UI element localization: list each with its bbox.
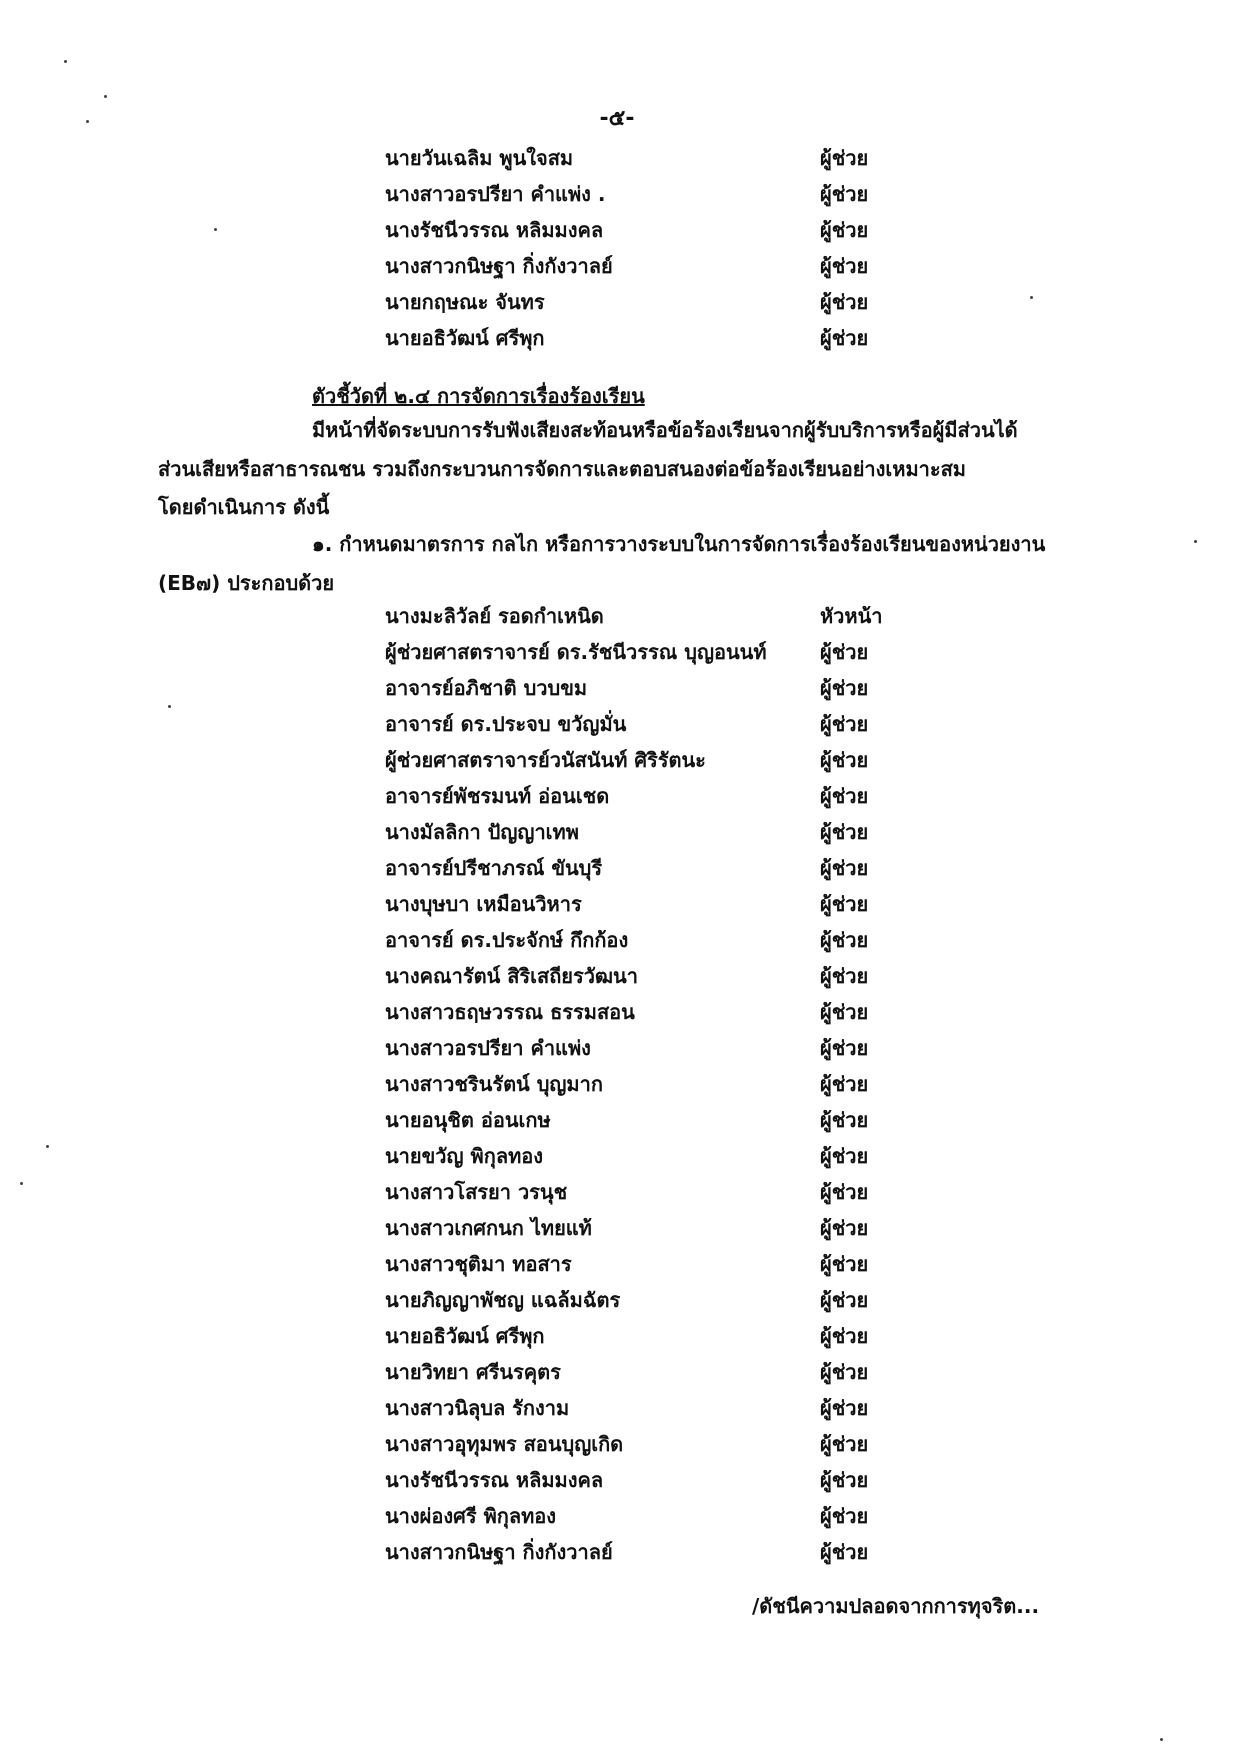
member-name: ผู้ช่วยศาสตราจารย์ ดร.รัชนีวรรณ บุญอนนท์ (385, 640, 767, 664)
scan-speck (46, 1145, 49, 1148)
member-role: ผู้ช่วย (820, 712, 869, 736)
member-name: นางสาวธฤษวรรณ ธรรมสอน (385, 1000, 635, 1024)
member-name: นางสาวชรินรัตน์ บุญมาก (385, 1072, 603, 1096)
member-row (385, 886, 905, 922)
member-row (385, 1282, 905, 1318)
member-role: ผู้ช่วย (820, 1468, 869, 1492)
member-row (385, 958, 905, 994)
member-role: ผู้ช่วย (820, 182, 869, 206)
member-row (385, 1534, 905, 1570)
member-row (385, 284, 905, 320)
paragraph-line-1: มีหน้าที่จัดระบบการรับฟังเสียงสะท้อนหรือข้อร้องเรียนจากผู้รับบริการหรือผู้มีส่วนได้ (312, 418, 1018, 442)
member-role: ผู้ช่วย (820, 1072, 869, 1096)
member-role: ผู้ช่วย (820, 218, 869, 242)
member-row (385, 742, 905, 778)
member-role: ผู้ช่วย (820, 254, 869, 278)
member-name: นางบุษบา เหมือนวิหาร (385, 892, 582, 916)
member-role: ผู้ช่วย (820, 1324, 869, 1348)
member-name: อาจารย์อภิชาติ บวบขม (385, 676, 588, 700)
member-role: ผู้ช่วย (820, 1432, 869, 1456)
paragraph-line-3: โดยดำเนินการ ดังนี้ (158, 495, 330, 519)
member-row (385, 1354, 905, 1390)
member-row (385, 1138, 905, 1174)
member-role: ผู้ช่วย (820, 1360, 869, 1384)
scan-speck (1030, 296, 1033, 299)
scan-speck (20, 1182, 23, 1185)
member-row (385, 994, 905, 1030)
member-row (385, 670, 905, 706)
member-name: อาจารย์ปรีชาภรณ์ ขันบุรี (385, 856, 603, 880)
member-name: นางสาวนิลุบล รักงาม (385, 1396, 570, 1420)
member-row (385, 814, 905, 850)
member-role: ผู้ช่วย (820, 820, 869, 844)
member-name: นางมะลิวัลย์ รอดกำเหนิด (385, 604, 604, 628)
member-row (385, 1066, 905, 1102)
member-row (385, 1462, 905, 1498)
scan-speck (1160, 1738, 1163, 1741)
member-row (385, 1174, 905, 1210)
member-row (385, 1102, 905, 1138)
scan-speck (1194, 540, 1197, 543)
scan-speck (64, 60, 67, 63)
member-name: อาจารย์ ดร.ประจักษ์ กึกก้อง (385, 928, 629, 952)
member-name: นางรัชนีวรรณ หลิมมงคล (385, 218, 604, 242)
member-row (385, 922, 905, 958)
member-row (385, 778, 905, 814)
member-role: หัวหน้า (820, 604, 883, 628)
continuation-note: /ดัชนีความปลอดจากการทุจริต... (752, 1594, 1040, 1618)
member-row (385, 212, 905, 248)
member-role: ผู้ช่วย (820, 676, 869, 700)
member-role: ผู้ช่วย (820, 964, 869, 988)
member-name: นางสาวอรปรียา คำแพ่ง . (385, 182, 606, 206)
member-role: ผู้ช่วย (820, 1036, 869, 1060)
member-role: ผู้ช่วย (820, 856, 869, 880)
member-role: ผู้ช่วย (820, 748, 869, 772)
member-role: ผู้ช่วย (820, 1252, 869, 1276)
member-name: อาจารย์ ดร.ประจบ ขวัญมั่น (385, 712, 627, 736)
member-row (385, 1390, 905, 1426)
member-role: ผู้ช่วย (820, 1216, 869, 1240)
member-row (385, 634, 905, 670)
member-name: นายขวัญ พิกุลทอง (385, 1144, 544, 1168)
scan-speck (168, 705, 171, 708)
member-name: นางสาวอุทุมพร สอนบุญเกิด (385, 1432, 624, 1456)
member-name: นางสาวเกศกนก ไทยแท้ (385, 1216, 592, 1240)
member-row (385, 1246, 905, 1282)
member-role: ผู้ช่วย (820, 1000, 869, 1024)
member-row (385, 248, 905, 284)
scan-speck (104, 95, 107, 98)
member-role: ผู้ช่วย (820, 784, 869, 808)
member-name: นางสาวอรปรียา คำแพ่ง (385, 1036, 591, 1060)
member-role: ผู้ช่วย (820, 290, 869, 314)
member-name: นางคณารัตน์ สิริเสถียรวัฒนา (385, 964, 638, 988)
member-row (385, 176, 905, 212)
member-role: ผู้ช่วย (820, 326, 869, 350)
paragraph-line-2: ส่วนเสียหรือสาธารณชน รวมถึงกระบวนการจัดการและตอบสนองต่อข้อร้องเรียนอย่างเหมาะสม (158, 457, 966, 481)
member-role: ผู้ช่วย (820, 1144, 869, 1168)
member-role: ผู้ช่วย (820, 1180, 869, 1204)
member-name: นางสาวกนิษฐา กิ่งกังวาลย์ (385, 1540, 613, 1564)
member-row (385, 1318, 905, 1354)
member-role: ผู้ช่วย (820, 1540, 869, 1564)
scan-speck (214, 228, 217, 231)
member-name: นางมัลลิกา ปัญญาเทพ (385, 820, 579, 844)
member-name: นายอธิวัฒน์ ศรีพุก (385, 1324, 545, 1348)
member-row (385, 1426, 905, 1462)
member-role: ผู้ช่วย (820, 928, 869, 952)
member-row (385, 140, 905, 176)
member-role: ผู้ช่วย (820, 640, 869, 664)
member-row (385, 850, 905, 886)
member-row (385, 598, 905, 634)
member-name: อาจารย์พัชรมนท์ อ่อนเชด (385, 784, 610, 808)
member-name: นายวิทยา ศรีนรคุตร (385, 1360, 561, 1384)
member-role: ผู้ช่วย (820, 1108, 869, 1132)
member-name: นายภิญญาพัชญ แฉล้มฉัตร (385, 1288, 621, 1312)
member-name: นางสาวโสรยา วรนุช (385, 1180, 568, 1204)
section-heading: ตัวชี้วัดที่ ๒.๔ การจัดการเรื่องร้องเรียน (312, 384, 645, 408)
member-row (385, 320, 905, 356)
member-name: นางรัชนีวรรณ หลิมมงคล (385, 1468, 604, 1492)
member-role: ผู้ช่วย (820, 1288, 869, 1312)
member-role: ผู้ช่วย (820, 1504, 869, 1528)
member-name: นายอนุชิต อ่อนเกษ (385, 1108, 551, 1132)
member-row (385, 706, 905, 742)
member-row (385, 1030, 905, 1066)
member-role: ผู้ช่วย (820, 146, 869, 170)
member-name: นายกฤษณะ จันทร (385, 290, 545, 314)
member-row (385, 1498, 905, 1534)
member-role: ผู้ช่วย (820, 1396, 869, 1420)
member-row (385, 1210, 905, 1246)
member-name: นายวันเฉลิม พูนใจสม (385, 146, 574, 170)
page-number: -๕- (599, 106, 635, 131)
member-role: ผู้ช่วย (820, 892, 869, 916)
member-name: นายอธิวัฒน์ ศรีพุก (385, 326, 545, 350)
member-name: ผู้ช่วยศาสตราจารย์วนัสนันท์ ศิริรัตนะ (385, 748, 706, 772)
item-1-line-2: (EB๗) ประกอบด้วย (158, 571, 335, 595)
member-name: นางผ่องศรี พิกุลทอง (385, 1504, 557, 1528)
item-1-line-1: ๑. กำหนดมาตรการ กลไก หรือการวางระบบในการจัดการเรื่องร้องเรียนของหน่วยงาน (312, 532, 1046, 556)
member-name: นางสาวชุติมา ทอสาร (385, 1252, 572, 1276)
member-name: นางสาวกนิษฐา กิ่งกังวาลย์ (385, 254, 613, 278)
